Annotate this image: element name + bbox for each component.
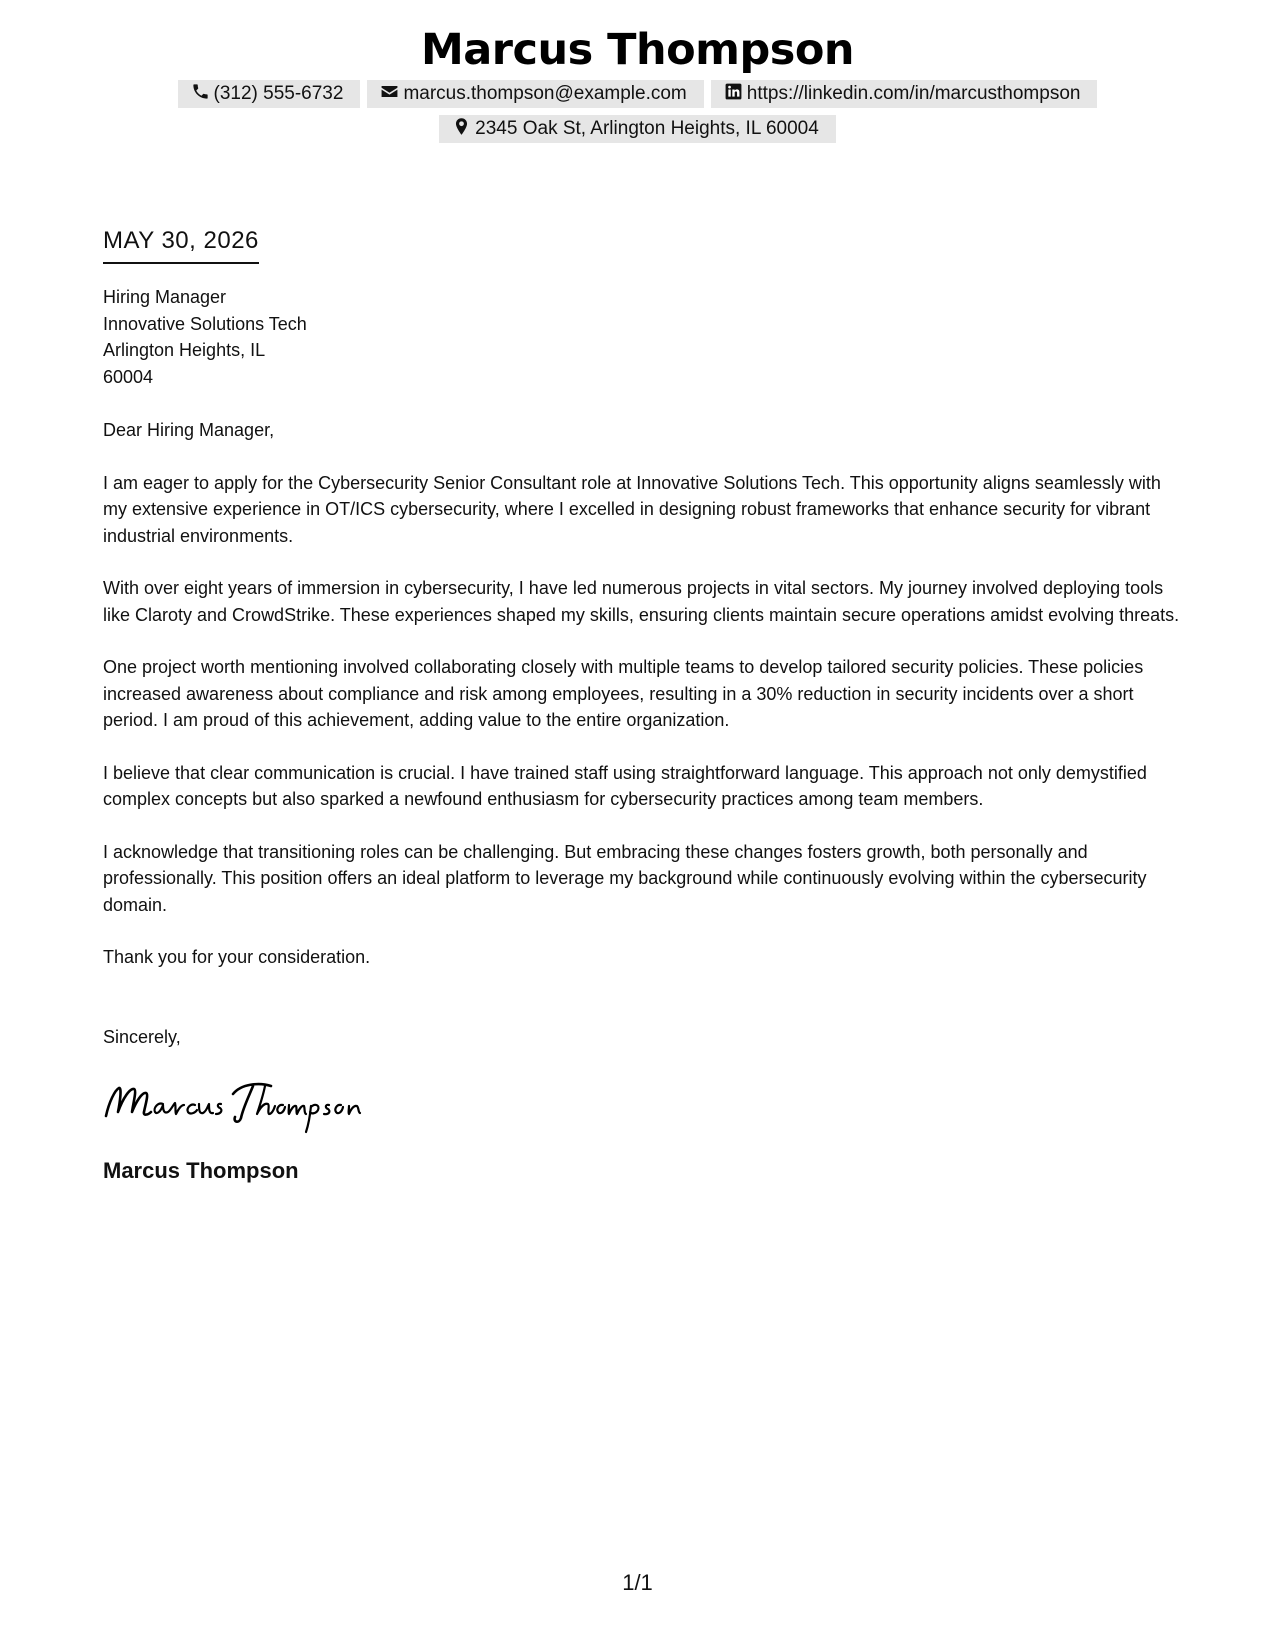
address-chip (439, 115, 836, 143)
linkedin-text: https://linkedin.com/in/marcusthompson (746, 83, 1081, 104)
envelope-icon (380, 82, 399, 107)
salutation: Dear Hiring Manager, (103, 420, 275, 440)
letter-body (103, 226, 1183, 1184)
paragraph: Thank you for your consideration. (103, 947, 371, 967)
paragraph: One project worth mentioning involved collaborating closely with multiple teams to develop tailored security policies. These policies increased awareness about compliance and risk among employees, resulting in a 30% reduction in security incidents over a short period. I am proud of this achievement, adding value to the entire organization. (103, 657, 1144, 730)
linkedin-chip (711, 80, 1098, 108)
contact-row (0, 80, 1275, 108)
recipient-line: 60004 (103, 366, 154, 387)
map-marker-icon (452, 117, 471, 142)
signer-name: Marcus Thompson (103, 1158, 299, 1183)
address-row (0, 115, 1275, 143)
address-text: 2345 Oak St, Arlington Heights, IL 60004 (475, 118, 819, 139)
sender-name: Marcus Thompson (421, 25, 854, 75)
linkedin-icon (724, 82, 743, 107)
closing: Sincerely, (103, 1026, 181, 1047)
letter-date: MAY 30, 2026 (103, 226, 259, 264)
handwritten-signature (103, 1072, 363, 1138)
recipient-block (103, 284, 1183, 390)
email-chip (367, 80, 703, 108)
phone-text: (312) 555-6732 (213, 83, 344, 104)
recipient-line: Arlington Heights, IL (103, 340, 266, 360)
email-text: marcus.thompson@example.com (403, 83, 687, 104)
paragraph: I am eager to apply for the Cybersecurity Senior Consultant role at Innovative Solutions Tech. This opportunity aligns seamlessly with my extensive experience in OT/ICS cybersecurity, where I excelled in designing robust frameworks that enhance security for vibrant industrial environments. (103, 472, 1161, 546)
paragraph: I believe that clear communication is crucial. I have trained staff using straightforward language. This approach not only demystified complex concepts but also sparked a newfound enthusiasm for cybersecurity practices among team members. (103, 762, 1147, 809)
paragraph: With over eight years of immersion in cybersecurity, I have led numerous projects in vital sectors. My journey involved deploying tools like Claroty and CrowdStrike. These experiences shaped my skills, ensuring clients maintain secure operations amidst evolving threats. (103, 578, 1180, 625)
recipient-line: Hiring Manager (103, 287, 227, 307)
letter-text (103, 417, 1183, 1050)
recipient-line: Innovative Solutions Tech (103, 313, 307, 334)
letter-header (0, 22, 1275, 143)
page-number: 1/1 (622, 1570, 653, 1595)
phone-icon (191, 82, 210, 107)
phone-chip (178, 80, 361, 108)
paragraph: I acknowledge that transitioning roles can be challenging. But embracing these changes fosters growth, both personally and professionally. This position offers an ideal platform to leverage my background while continuously evolving within the cybersecurity domain. (103, 841, 1147, 915)
